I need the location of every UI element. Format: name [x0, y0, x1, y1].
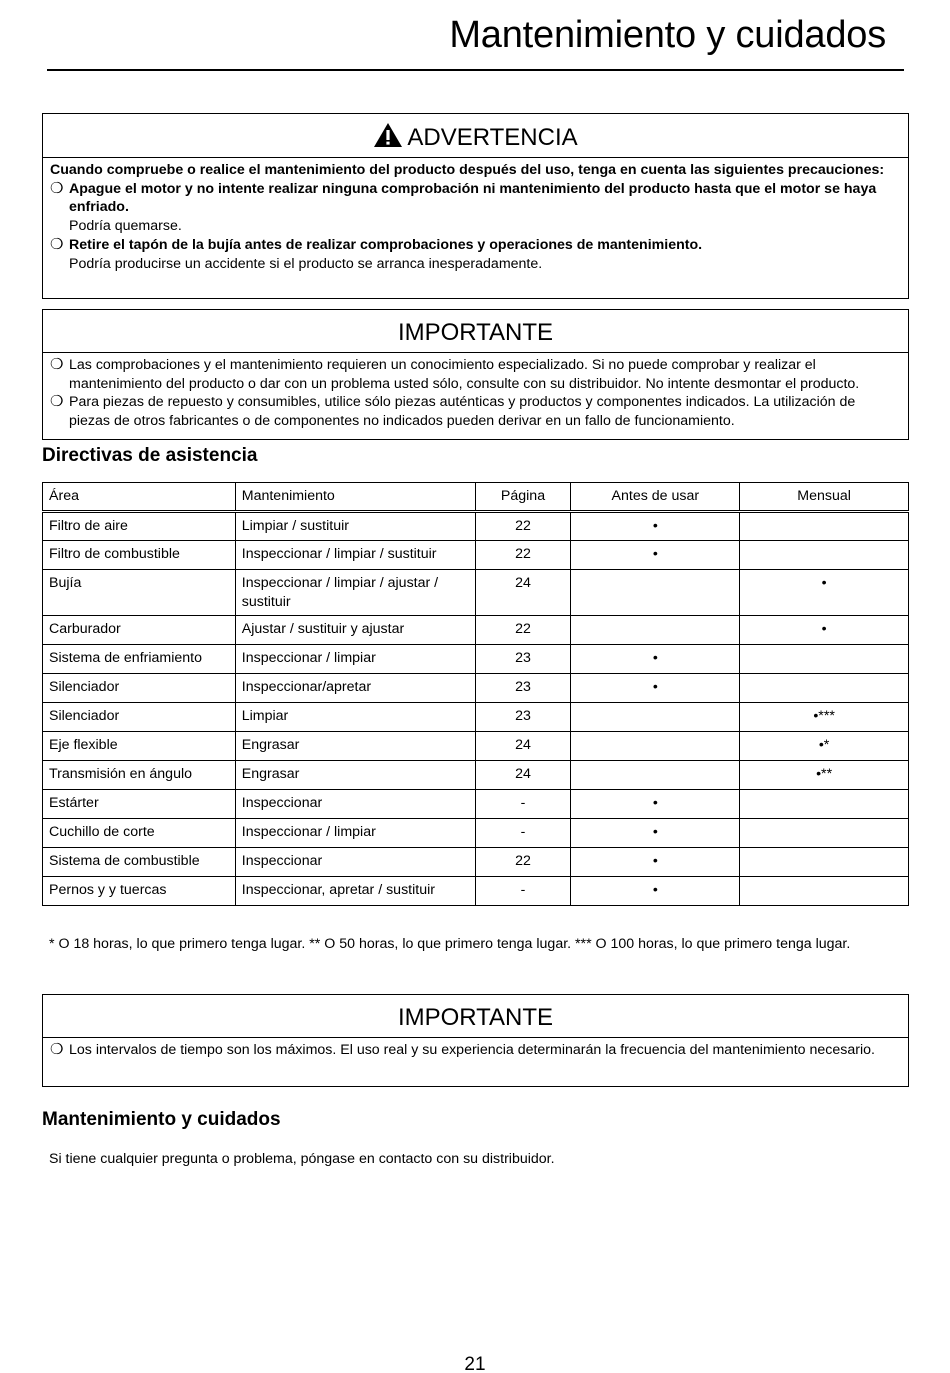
- table-cell: •: [740, 570, 909, 616]
- table-cell: [571, 732, 740, 761]
- table-cell: 24: [475, 732, 571, 761]
- table-cell: Silenciador: [43, 703, 236, 732]
- table-cell: Bujía: [43, 570, 236, 616]
- bullet-circle-icon: ❍: [50, 235, 64, 253]
- table-cell: 24: [475, 570, 571, 616]
- warning-intro: Cuando compruebe o realice el mantenimiento del producto después del uso, tenga en cuenta las siguientes precauciones:: [50, 162, 885, 178]
- table-cell: Filtro de combustible: [43, 541, 236, 570]
- footnote: * O 18 horas, lo que primero tenga lugar. ** O 50 horas, lo que primero tenga lugar. *** O 100 horas, lo que primero tenga lugar.: [49, 936, 851, 952]
- section-text: Si tiene cualquier pregunta o problema, póngase en contacto con su distribuidor.: [49, 1151, 555, 1167]
- table-cell: Sistema de combustible: [43, 848, 236, 877]
- table-cell: 22: [475, 512, 571, 541]
- table-cell: Pernos y y tuercas: [43, 877, 236, 906]
- table-header-cell: Antes de usar: [571, 483, 740, 512]
- warning-item-text: Apague el motor y no intente realizar ninguna comprobación ni mantenimiento del producto hasta que el motor se haya enfriado.: [69, 180, 877, 216]
- important-heading: IMPORTANTE: [43, 995, 908, 1038]
- table-cell: -: [475, 790, 571, 819]
- table-cell: Inspeccionar: [235, 848, 475, 877]
- table-cell: [740, 674, 909, 703]
- table-header-cell: Área: [43, 483, 236, 512]
- table-cell: Inspeccionar: [235, 790, 475, 819]
- table-row: [43, 732, 909, 761]
- table-row: [43, 761, 909, 790]
- table-header-row: [43, 483, 909, 512]
- table-cell: Cuchillo de corte: [43, 819, 236, 848]
- table-cell: Silenciador: [43, 674, 236, 703]
- table-cell: [740, 645, 909, 674]
- table-row: [43, 541, 909, 570]
- table-cell: 22: [475, 541, 571, 570]
- important-item: [50, 393, 900, 430]
- important-item: [50, 1041, 900, 1060]
- table-row: [43, 570, 909, 616]
- table-row: [43, 616, 909, 645]
- table-cell: [740, 877, 909, 906]
- bullet-circle-icon: ❍: [50, 179, 64, 197]
- table-cell: Limpiar: [235, 703, 475, 732]
- table-cell: •*: [740, 732, 909, 761]
- title-rule: [47, 69, 904, 71]
- table-cell: 24: [475, 761, 571, 790]
- table-cell: •: [740, 616, 909, 645]
- table-cell: •: [571, 674, 740, 703]
- table-cell: •: [571, 848, 740, 877]
- table-cell: Transmisión en ángulo: [43, 761, 236, 790]
- table-cell: Inspeccionar, apretar / sustituir: [235, 877, 475, 906]
- section-title-directivas: Directivas de asistencia: [42, 445, 258, 466]
- table-cell: 22: [475, 616, 571, 645]
- table-cell: Filtro de aire: [43, 512, 236, 541]
- table-cell: [571, 703, 740, 732]
- table-cell: •: [571, 645, 740, 674]
- table-cell: Engrasar: [235, 761, 475, 790]
- bullet-circle-icon: ❍: [50, 1041, 64, 1058]
- table-cell: •: [571, 790, 740, 819]
- table-cell: [571, 761, 740, 790]
- table-row: [43, 848, 909, 877]
- table-row: [43, 512, 909, 541]
- table-cell: Inspeccionar / limpiar: [235, 819, 475, 848]
- table-cell: Eje flexible: [43, 732, 236, 761]
- table-cell: [571, 570, 740, 616]
- important-item-text: Los intervalos de tiempo son los máximos. El uso real y su experiencia determinarán la frecuencia del mantenimiento necesario.: [69, 1042, 875, 1058]
- warning-body: [43, 158, 908, 278]
- important-item-text: Para piezas de repuesto y consumibles, utilice sólo piezas auténticas y productos y componentes indicados. La utilización de piezas de otros fabricantes o de componentes no indicados pueden derivar en un fallo de funcionamiento.: [69, 394, 856, 430]
- table-cell: [740, 819, 909, 848]
- table-cell: Inspeccionar / limpiar / ajustar / sustituir: [235, 570, 475, 616]
- table-header-cell: Mantenimiento: [235, 483, 475, 512]
- bullet-circle-icon: ❍: [50, 393, 64, 411]
- table-cell: •: [571, 819, 740, 848]
- important-body: [43, 353, 908, 436]
- table-row: [43, 877, 909, 906]
- maintenance-table: [42, 482, 909, 906]
- warning-heading-text: ADVERTENCIA: [407, 124, 578, 151]
- table-cell: 22: [475, 848, 571, 877]
- table-cell: [740, 512, 909, 541]
- table-cell: [740, 790, 909, 819]
- table-cell: •**: [740, 761, 909, 790]
- table-cell: 23: [475, 703, 571, 732]
- table-cell: -: [475, 877, 571, 906]
- table-row: [43, 645, 909, 674]
- table-cell: [740, 848, 909, 877]
- table-cell: •: [571, 541, 740, 570]
- warning-item: [50, 180, 900, 217]
- important-box: [42, 309, 909, 440]
- table-cell: •: [571, 877, 740, 906]
- table-cell: Estárter: [43, 790, 236, 819]
- table-header-cell: Página: [475, 483, 571, 512]
- table-cell: Sistema de enfriamiento: [43, 645, 236, 674]
- warning-triangle-icon: [373, 122, 403, 148]
- table-cell: Inspeccionar / limpiar: [235, 645, 475, 674]
- important-item-text: Las comprobaciones y el mantenimiento requieren un conocimiento especializado. Si no puede comprobar y realizar el mantenimiento del producto o dar con un problema usted sólo, consulte con su distribuidor. No intente desmontar el producto.: [69, 357, 860, 392]
- bullet-circle-icon: ❍: [50, 356, 64, 373]
- table-row: [43, 674, 909, 703]
- table-header-cell: Mensual: [740, 483, 909, 512]
- important-heading: IMPORTANTE: [43, 310, 908, 353]
- table-row: [43, 819, 909, 848]
- table-cell: 23: [475, 674, 571, 703]
- table-row: [43, 703, 909, 732]
- warning-box: [42, 113, 909, 299]
- warning-heading: [43, 114, 908, 158]
- warning-item: [50, 236, 900, 255]
- table-row: [43, 790, 909, 819]
- important-body: [43, 1038, 908, 1065]
- page-title: Mantenimiento y cuidados: [449, 14, 886, 56]
- table-cell: •: [571, 512, 740, 541]
- section-title-mantenimiento: Mantenimiento y cuidados: [42, 1109, 281, 1130]
- table-cell: 23: [475, 645, 571, 674]
- page-number: 21: [464, 1354, 486, 1373]
- table-cell: Carburador: [43, 616, 236, 645]
- warning-item-note: Podría producirse un accidente si el producto se arranca inesperadamente.: [69, 255, 543, 272]
- table-cell: [740, 541, 909, 570]
- important-item: [50, 356, 900, 393]
- table-cell: Inspeccionar / limpiar / sustituir: [235, 541, 475, 570]
- table-cell: -: [475, 819, 571, 848]
- table-cell: Ajustar / sustituir y ajustar: [235, 616, 475, 645]
- warning-item-note: Podría quemarse.: [69, 218, 182, 235]
- table-cell: Engrasar: [235, 732, 475, 761]
- table-cell: Limpiar / sustituir: [235, 512, 475, 541]
- table-cell: •***: [740, 703, 909, 732]
- important-box: [42, 994, 909, 1087]
- table-cell: [571, 616, 740, 645]
- warning-item-text: Retire el tapón de la bujía antes de realizar comprobaciones y operaciones de mantenimiento.: [69, 236, 703, 253]
- table-cell: Inspeccionar/apretar: [235, 674, 475, 703]
